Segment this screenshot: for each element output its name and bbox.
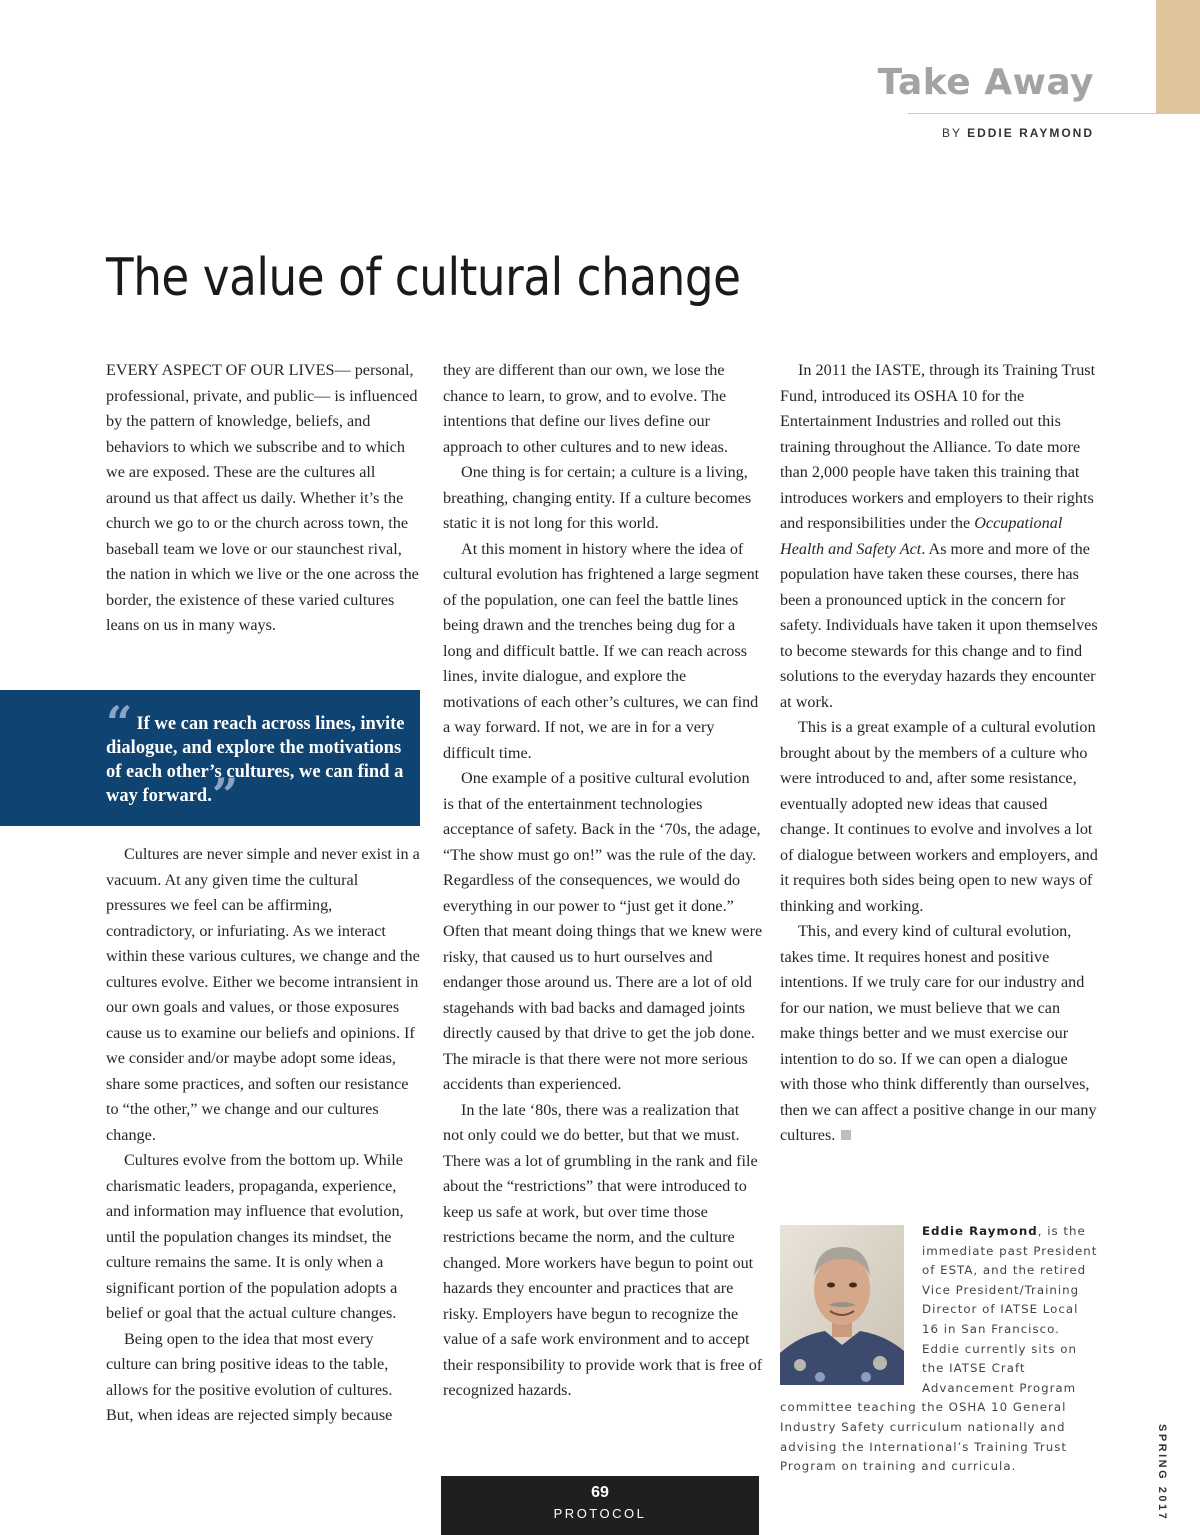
issue-label: SPRING 2017 — [1156, 1424, 1168, 1522]
page-number: 69 — [591, 1484, 609, 1501]
section-rule — [908, 113, 1200, 114]
section-tab-accent — [1156, 0, 1200, 113]
body-paragraph — [780, 919, 1098, 1149]
bio-text: , is the immediate past President of ESTA, and the retired Vice President/Training Director of IATSE Local 16 in San Francisco. Eddie currently sits on the IATSE Craft Advancement Program committee teaching the OSHA 10 General Industry Safety curriculum nationally and advising the International’s Training Trust Program on training and curricula. — [780, 1224, 1098, 1474]
byline-prefix: BY — [941, 126, 962, 140]
act-title: Occupational Health and Safety Act — [780, 514, 1063, 558]
author-bio — [780, 1222, 1098, 1477]
body-paragraph: Being open to the idea that most every culture can bring positive ideas to the table, allows for the positive evolution of cultures. But, when ideas are rejected simply because — [106, 1329, 393, 1424]
column-3 — [780, 358, 1098, 1149]
intro-paragraph: EVERY ASPECT OF OUR LIVES— personal, professional, private, and public— is influenced by the pattern of knowledge, beliefs, and behaviors to which we subscribe and to which we are exposed. These are the cultures all around us that affect us daily. Whether it’s the church we go to or the church across town, the baseball team we love or our staunchest rival, the nation in which we live or the one across the border, the existence of these varied cultures leans on us in many ways. — [106, 361, 419, 634]
column-1-body — [106, 842, 422, 1429]
pull-quote — [0, 690, 420, 826]
byline-author: EDDIE RAYMOND — [967, 126, 1094, 140]
byline — [942, 126, 1094, 140]
close-quote-icon: ” — [211, 768, 235, 822]
column-1-intro — [106, 358, 422, 639]
body-paragraph: Cultures are never simple and never exist in a vacuum. At any given time the cultural pressures we feel can be affirming, contradictory, or infuriating. As we interact within these various cultures, we change and the cultures evolve. Either we become intransient in our own goals and values, or those exposures cause us to examine our beliefs and opinions. If we consider and/or maybe adopt some ideas, share some practices, and soften our resistance to “the other,” we change and our cultures change. — [106, 845, 420, 1144]
p-text-after: . As more and more of the population have taken these courses, there has been a pronounced uptick in the concern for safety. Individuals have taken it upon themselves to become stewards for this change and to find solutions to the everyday hazards they encounter at work. — [780, 539, 1098, 711]
section-heading: Take Away — [877, 62, 1094, 103]
article-title: The value of cultural change — [106, 248, 741, 308]
body-paragraph: This is a great example of a cultural evolution brought about by the members of a culture who were introduced to and, after some resistance, eventually adopted new ideas that caused change. It continues to evolve and involves a lot of dialogue between workers and employers, and it requires both sides being open to new ways of thinking and working. — [780, 718, 1098, 915]
page-folio — [441, 1476, 759, 1535]
end-mark-icon — [841, 1130, 851, 1140]
publication-name: PROTOCOL — [553, 1506, 647, 1521]
body-paragraph: One example of a positive cultural evolution is that of the entertainment technologies acceptance of safety. Back in the ‘70s, the adage, “The show must go on!” was the rule of the day. Regardless of the consequences, we would do everything in our power to “just get it done.” Often that meant doing things that we knew were risky, that caused us to hurt ourselves and endanger those around us. There are a lot of old stagehands with bad backs and damaged joints directly caused by that drive to get the job done. The miracle is that there were not more serious accidents than experienced. — [443, 769, 763, 1093]
body-paragraph: At this moment in history where the idea of cultural evolution has frightened a large segment of the population, one can feel the battle lines being drawn and the trenches being dug for a long and difficult battle. If we can reach across lines, invite dialogue, and explore the motivations of each other’s cultures, we can find a way forward. If not, we are in for a very difficult time. — [443, 539, 760, 762]
bio-name: Eddie Raymond — [922, 1224, 1038, 1238]
body-paragraph: One thing is for certain; a culture is a living, breathing, changing entity. If a culture becomes static it is not long for this world. — [443, 463, 752, 532]
pull-quote-text: If we can reach across lines, invite dialogue, and explore the motivations of each other’s cultures, we can find a way forward. — [106, 714, 405, 806]
p-text-before: In 2011 the IASTE, through its Training Trust Fund, introduced its OSHA 10 for the Entertainment Industries and rolled out this training throughout the Alliance. To date more than 2,000 people have taken this training that introduces workers and employers to their rights and responsibilities under the — [780, 361, 1096, 532]
open-quote-icon: “ — [106, 696, 129, 750]
column-2 — [443, 358, 763, 1404]
body-paragraph: Cultures evolve from the bottom up. While charismatic leaders, propaganda, experience, and information may influence that evolution, until the population changes its mindset, the culture remains the same. It is only when a significant portion of the population adopts a belief or goal that the actual culture changes. — [106, 1151, 404, 1322]
body-paragraph: they are different than our own, we lose the chance to learn, to grow, and to evolve. The intentions that define our lives define our approach to other cultures and to new ideas. — [443, 361, 728, 456]
body-paragraph: In the late ‘80s, there was a realization that not only could we do better, but that we must. There was a lot of grumbling in the rank and file about the “restrictions” that were introduced to keep us safe at work, but over time those restrictions became the norm, and the culture changed. More workers have begun to point out hazards they encounter and practices that are risky. Employers have begun to recognize the value of a safe work environment and to accept their responsibility to provide work that is free of recognized hazards. — [443, 1100, 763, 1399]
body-paragraph — [780, 358, 1098, 715]
closing-text: This, and every kind of cultural evolution, takes time. It requires honest and positive intentions. If we truly care for our industry and for our nation, we must believe that we can make things better and we must exercise our intention to do so. If we can open a dialogue with those who think differently than ourselves, then we can affect a positive change in our many cultures. — [780, 922, 1097, 1144]
